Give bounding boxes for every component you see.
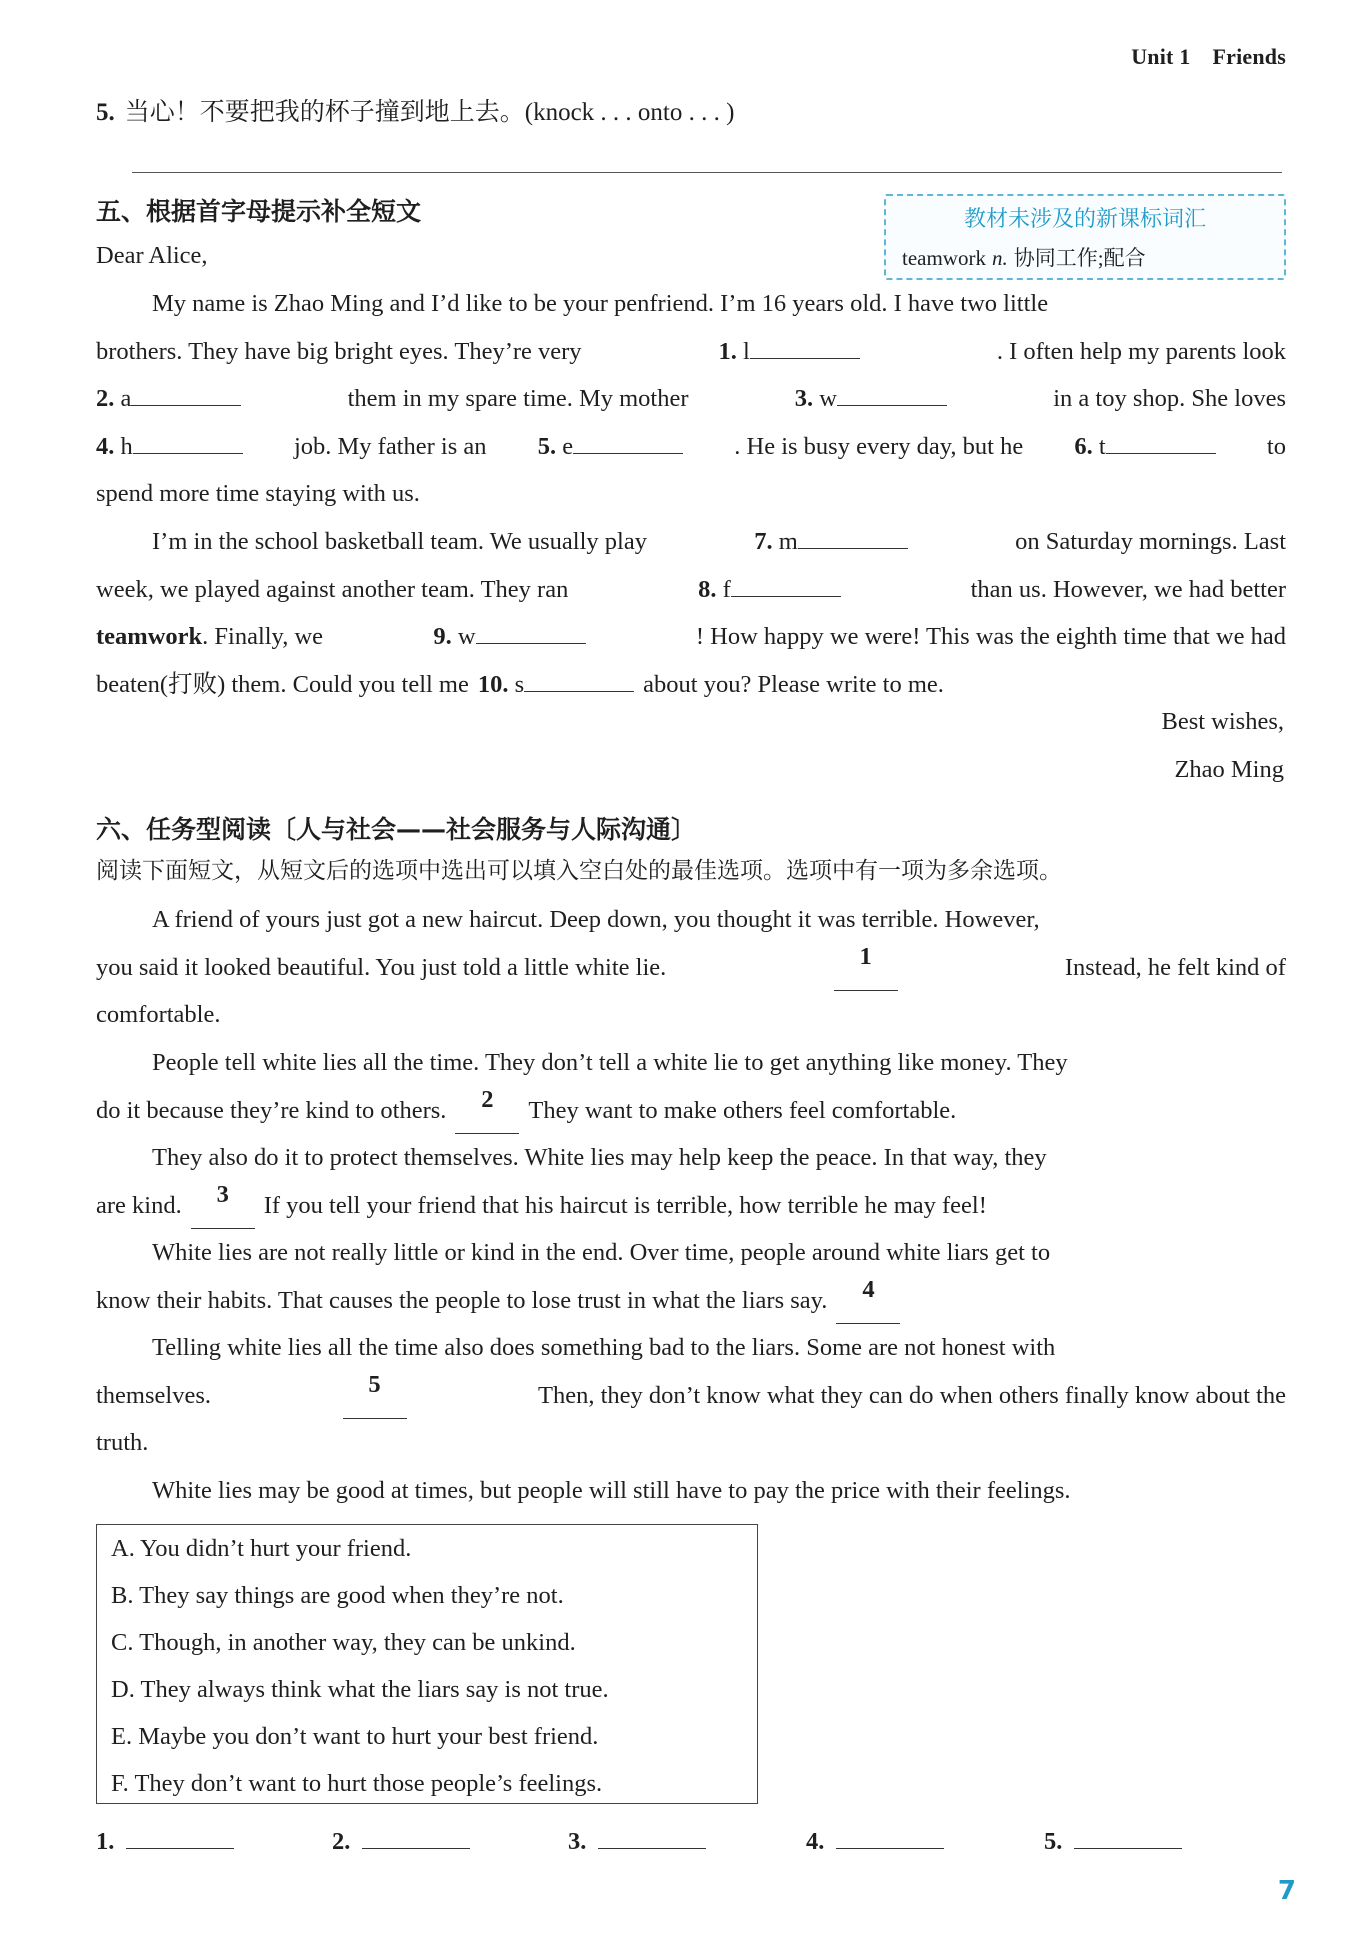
reading-paragraph-2 bbox=[96, 1039, 1286, 1134]
answer-slot-4[interactable]: 4. bbox=[806, 1824, 944, 1856]
text-line: I’m in the school basketball team. We usually play 7. m on Saturday mornings. Last bbox=[96, 518, 1286, 566]
text-line: brothers. They have big bright eyes. They’re very 1. l . I often help my parents look bbox=[96, 328, 1286, 376]
vocabulary-note-title: 教材未涉及的新课标词汇 bbox=[963, 207, 1206, 232]
options-box bbox=[96, 1524, 758, 1804]
reading-blank-4[interactable]: 4 bbox=[836, 1277, 900, 1325]
vocab-meaning: 协同工作;配合 bbox=[1013, 246, 1146, 270]
option-f: F. They don’t want to hurt those people’s feelings. bbox=[111, 1770, 603, 1797]
text-line: White lies are not really little or kind in the end. Over time, people around white liars get to bbox=[152, 1239, 1051, 1266]
reading-paragraph-3 bbox=[96, 1134, 1286, 1229]
answer-slot-2[interactable]: 2. bbox=[332, 1824, 470, 1856]
fill-blank-4[interactable]: 4. h bbox=[96, 423, 243, 471]
vocabulary-note-box bbox=[884, 194, 1286, 280]
page-number: 7 bbox=[1277, 1876, 1296, 1906]
unit-title: Friends bbox=[1212, 44, 1286, 69]
answer-blanks-row bbox=[96, 1824, 1196, 1864]
text-line: truth. bbox=[96, 1429, 149, 1456]
fill-blank-2[interactable]: 2. a bbox=[96, 375, 241, 423]
section-6-title: 六、任务型阅读〔人与社会——社会服务与人际沟通〕 bbox=[96, 815, 697, 844]
option-d: D. They always think what the liars say is not true. bbox=[111, 1676, 609, 1703]
fill-blank-6[interactable]: 6. t bbox=[1074, 423, 1215, 471]
answer-slot-3[interactable]: 3. bbox=[568, 1824, 706, 1856]
fill-blank-10[interactable]: 10. s bbox=[478, 661, 634, 709]
unit-label: Unit 1 bbox=[1131, 44, 1191, 69]
reading-paragraph-4 bbox=[96, 1229, 1286, 1324]
reading-paragraph-6 bbox=[96, 1467, 1286, 1515]
answer-slot-5[interactable]: 5. bbox=[1044, 1824, 1182, 1856]
fill-blank-1[interactable]: 1. l bbox=[719, 328, 860, 376]
text-line: are kind. 3 If you tell your friend that his haircut is terrible, how terrible he may feel! bbox=[96, 1182, 1286, 1230]
text-line: know their habits. That causes the people to lose trust in what the liars say. 4 bbox=[96, 1277, 1286, 1325]
text-line: spend more time staying with us. bbox=[96, 480, 420, 507]
vocab-word: teamwork bbox=[902, 246, 986, 270]
section-5-title: 五、根据首字母提示补全短文 bbox=[96, 197, 422, 226]
teamwork-bold: teamwork bbox=[96, 623, 203, 650]
letter-paragraph-1 bbox=[96, 280, 1286, 518]
text-line: My name is Zhao Ming and I’d like to be your penfriend. I’m 16 years old. I have two little bbox=[152, 290, 1049, 317]
option-a: A. You didn’t hurt your friend. bbox=[111, 1535, 412, 1562]
reading-paragraph-1 bbox=[96, 896, 1286, 1039]
text-line: teamwork. Finally, we 9. w ! How happy we were! This was the eighth time that we had bbox=[96, 613, 1286, 661]
text-line: themselves. 5 Then, they don’t know what they can do when others finally know about the bbox=[96, 1372, 1286, 1420]
text-line: 2. a them in my spare time. My mother 3. w in a toy shop. She loves bbox=[96, 375, 1286, 423]
translation-question-5 bbox=[96, 92, 734, 128]
fill-blank-8[interactable]: 8. f bbox=[698, 566, 841, 614]
reading-blank-5[interactable]: 5 bbox=[343, 1372, 407, 1420]
text-line: week, we played against another team. They ran 8. f than us. However, we had better bbox=[96, 566, 1286, 614]
letter-paragraph-2 bbox=[96, 518, 1286, 708]
question-text: 当心！不要把我的杯子撞到地上去。(knock . . . onto . . . ) bbox=[124, 99, 735, 126]
fill-blank-5[interactable]: 5. e bbox=[538, 423, 683, 471]
text-line: Telling white lies all the time also does something bad to the liars. Some are not honest with bbox=[152, 1334, 1056, 1361]
option-b: B. They say things are good when they’re not. bbox=[111, 1582, 564, 1609]
letter-closing: Best wishes, bbox=[1161, 708, 1284, 735]
option-e: E. Maybe you don’t want to hurt your best friend. bbox=[111, 1723, 599, 1750]
text-line: do it because they’re kind to others. 2 They want to make others feel comfortable. bbox=[96, 1087, 1286, 1135]
running-head bbox=[1131, 44, 1286, 70]
vocabulary-note-entry bbox=[902, 242, 1146, 272]
text-line: comfortable. bbox=[96, 1001, 221, 1028]
question-number: 5. bbox=[96, 99, 115, 126]
text-line: They also do it to protect themselves. White lies may help keep the peace. In that way, they bbox=[152, 1144, 1047, 1171]
text-line: you said it looked beautiful. You just told a little white lie. 1 Instead, he felt kind of bbox=[96, 944, 1286, 992]
letter-signature: Zhao Ming bbox=[1174, 756, 1284, 783]
text-line: beaten(打败) them. Could you tell me 10. s about you? Please write to me. bbox=[96, 661, 1286, 709]
option-c: C. Though, in another way, they can be unkind. bbox=[111, 1629, 576, 1656]
fill-blank-3[interactable]: 3. w bbox=[795, 375, 947, 423]
section-6-instruction: 阅读下面短文，从短文后的选项中选出可以填入空白处的最佳选项。选项中有一项为多余选项。 bbox=[96, 858, 1062, 884]
text-line: A friend of yours just got a new haircut. Deep down, you thought it was terrible. However, bbox=[152, 906, 1040, 933]
reading-blank-2[interactable]: 2 bbox=[455, 1087, 519, 1135]
text-line: People tell white lies all the time. They don’t tell a white lie to get anything like money. They bbox=[152, 1049, 1068, 1076]
vocab-pos: n. bbox=[991, 246, 1008, 270]
text-line: 4. h job. My father is an 5. e . He is busy every day, but he 6. t to bbox=[96, 423, 1286, 471]
answer-slot-1[interactable]: 1. bbox=[96, 1824, 234, 1856]
fill-blank-9[interactable]: 9. w bbox=[433, 613, 585, 661]
fill-blank-7[interactable]: 7. m bbox=[754, 518, 908, 566]
answer-line[interactable] bbox=[132, 172, 1282, 173]
reading-blank-1[interactable]: 1 bbox=[834, 944, 898, 992]
text-line: White lies may be good at times, but people will still have to pay the price with their feelings. bbox=[152, 1477, 1071, 1504]
reading-paragraph-5 bbox=[96, 1324, 1286, 1467]
reading-blank-3[interactable]: 3 bbox=[191, 1182, 255, 1230]
letter-greeting: Dear Alice, bbox=[96, 242, 208, 269]
